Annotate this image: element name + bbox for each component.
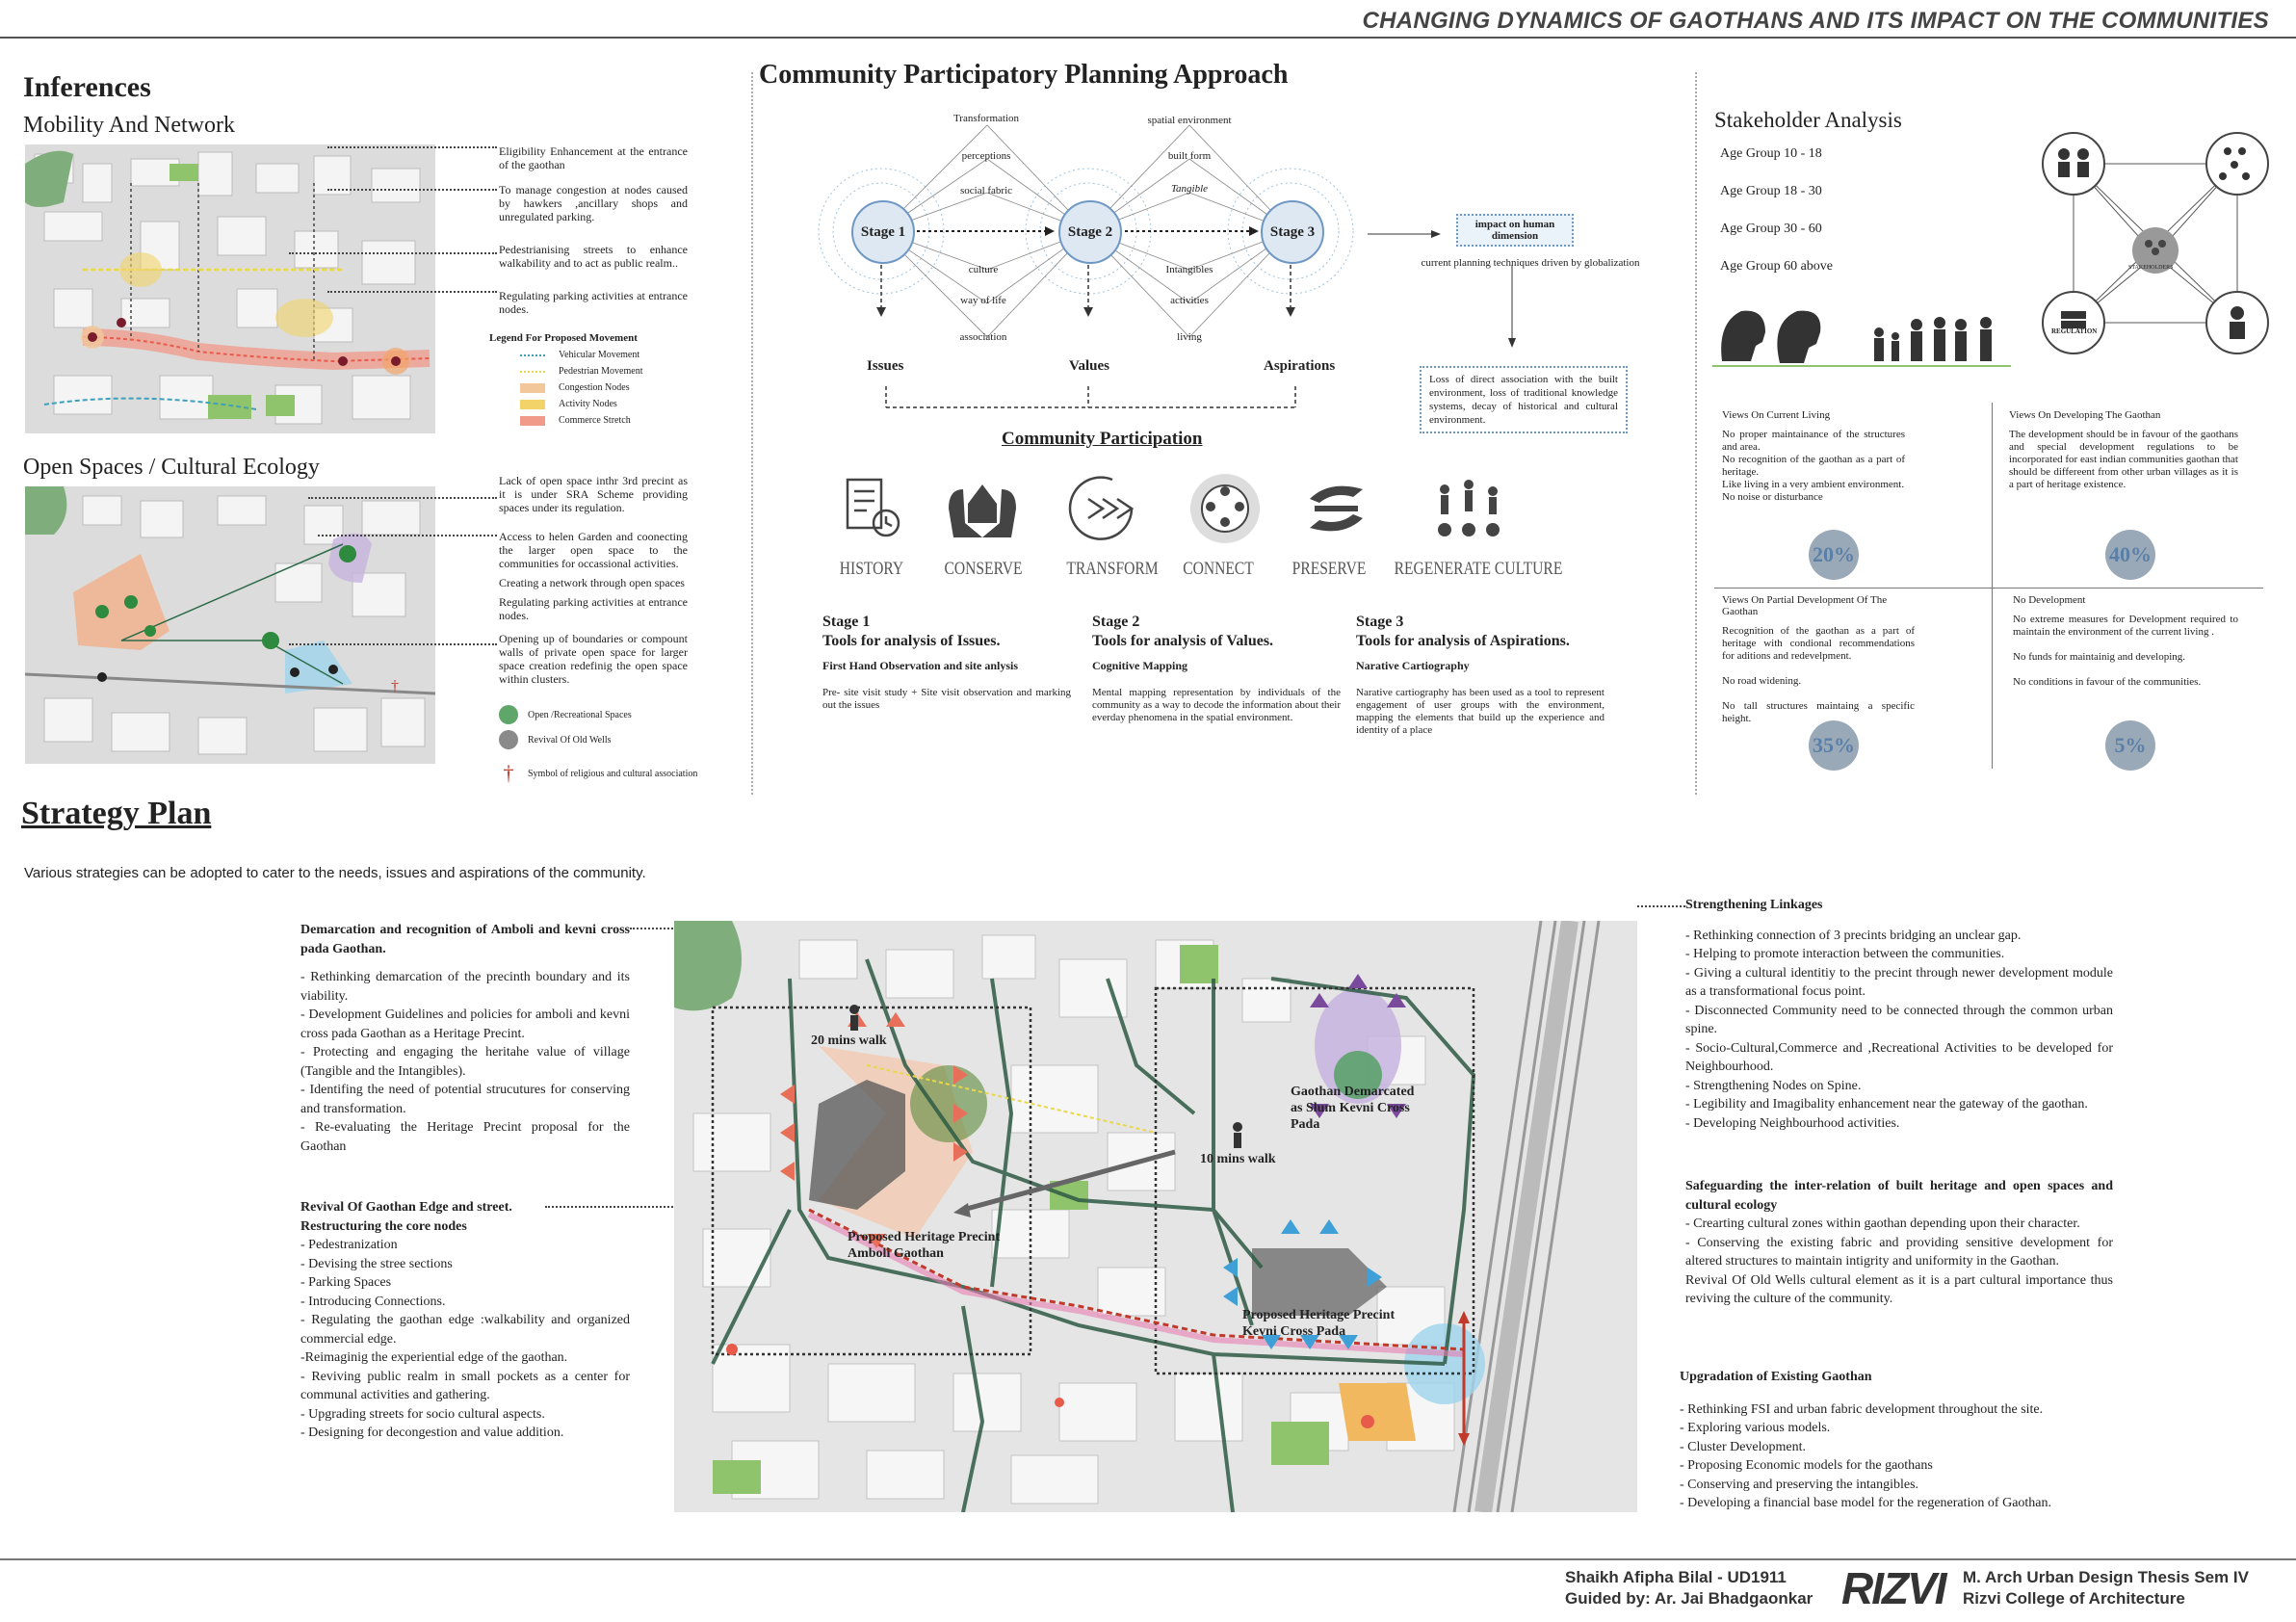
view-developing-title: Views On Developing The Gaothan <box>2009 409 2161 421</box>
strategy-upgradation <box>1680 1368 2113 1513</box>
outcome-aspirations: Aspirations <box>1264 358 1336 374</box>
view-no-development-percent: 5% <box>2105 720 2155 771</box>
strategy-map-graphic <box>674 921 1637 1512</box>
regulation-label: REGULATION <box>2051 327 2098 335</box>
strategy-upgradation-text: - Rethinking FSI and urban fabric development throughout the site. - Exploring various models. - Cluster Development. - Proposing Economic models for the gaothans - Conserving and preserving the intangibles. - Developing a financial base model for the regeneration of Gaothan. <box>1680 1401 2052 1510</box>
strategy-upgradation-heading: Upgradation of Existing Gaothan <box>1680 1370 1872 1384</box>
strategy-safeguarding-heading: Safeguarding the inter-relation of built heritage and open spaces and cultural ecology <box>1685 1179 2113 1213</box>
footer-course: M. Arch Urban Design Thesis Sem IV <box>1963 1568 2249 1586</box>
cpp-icons-graphic <box>828 470 1599 547</box>
strategy-linkages <box>1685 896 2113 1133</box>
os-note-4: Regulating parking activities at entrance nodes. <box>499 595 688 622</box>
tools-stage-3 <box>1356 613 1605 737</box>
poster-title: CHANGING DYNAMICS OF GAOTHANS AND ITS IMPACT ON THE COMMUNITIES <box>1362 8 2269 34</box>
tools-stage-2-title: Stage 2 <box>1092 614 1140 630</box>
mobility-title: Mobility And Network <box>23 113 235 138</box>
legend-congestion: Congestion Nodes <box>489 382 691 393</box>
tools-stage-1-method: First Hand Observation and site anlysis <box>822 659 1019 672</box>
stakeholder-title: Stakeholder Analysis <box>1714 108 1902 132</box>
age-group-4: Age Group 60 above <box>1720 259 1834 274</box>
view-partial-title: Views On Partial Development Of The Gaothan <box>1722 594 1888 617</box>
tools-stage-3-title: Stage 3 <box>1356 614 1404 630</box>
icon-label-transform: TRANSFORM <box>1066 559 1159 579</box>
map-label-10min: 10 mins walk <box>1200 1152 1276 1166</box>
cpp-label-intangibles: Intangibles <box>1165 264 1213 275</box>
stakeholders-center-label: STAKEHOLDERS <box>2128 265 2174 271</box>
mobility-note-4: Regulating parking activities at entrance nodes. <box>499 289 688 316</box>
mobility-note-1: Eligibility Enhancement at the entrance of the gaothan <box>499 144 688 171</box>
tools-stage-2-text: Mental mapping representation by individuals of the community as a way to decode the information about their everday phenomena in the spatial environment. <box>1092 687 1341 723</box>
os-legend <box>499 705 697 792</box>
view-developing-text: The development should be in favour of the gaothans and special development regulations to be incorporated for east indian communities gaothan that should be differeent from other urban villages as it is a part of heritage existence. <box>2009 429 2238 490</box>
mobility-leader-1 <box>327 146 497 148</box>
connect-icon <box>1190 474 1260 543</box>
strategy-safeguarding-text: - Crearting cultural zones within gaothan depending upon their character. - Conserving the existing fabric and providing sensitive development for altered structures to maintain intigrity and uniformity in the Gaothan. Revival Of Old Wells cultural element as it is a part cultural importance thus reviving the culture of the community. <box>1685 1216 2113 1306</box>
stakeholder-network-graphic <box>2040 130 2271 361</box>
divider-right <box>1695 72 1697 795</box>
footer-rule <box>0 1558 2296 1560</box>
tools-stage-1-text: Pre- site visit study + Site visit observation and marking out the issues <box>822 687 1071 711</box>
tools-stage-2-heading: Tools for analysis of Values. <box>1092 633 1274 649</box>
legend-religious: † Symbol of religious and cultural association <box>499 761 697 786</box>
legend-old-wells: Revival Of Old Wells <box>499 730 697 749</box>
os-note-5: Opening up of boundaries or compount walls of private open space for larger space creation redefinig the open space within clusters. <box>499 632 688 686</box>
cpp-label-tangible: Tangible <box>1170 183 1209 195</box>
age-group-1: Age Group 10 - 18 <box>1720 146 1822 161</box>
inferences-title: Inferences <box>23 71 151 103</box>
legend-open-space: Open /Recreational Spaces <box>499 705 697 724</box>
strategy-revival-heading: Revival Of Gaothan Edge and street. Restructuring the core nodes <box>300 1200 512 1234</box>
view-developing-percent: 40% <box>2105 530 2155 580</box>
mobility-leader-4 <box>327 291 497 293</box>
map-label-kevni: Proposed Heritage Precint Kevni Cross Pada <box>1242 1308 1396 1339</box>
strategy-revival <box>300 1198 630 1443</box>
cpp-label-perceptions: perceptions <box>961 150 1011 162</box>
cpp-label-association: association <box>959 331 1007 343</box>
tools-stage-2 <box>1092 613 1341 724</box>
strategy-intro: Various strategies can be adopted to cater to the needs, issues and aspirations of the community. <box>24 865 646 881</box>
cpp-stage-1: Stage 1 <box>851 200 915 264</box>
legend-vehicular: Vehicular Movement <box>489 350 691 360</box>
strategy-demarcation-text: - Rethinking demarcation of the precinth boundary and its viability. - Development Guidelines and policies for amboli and kevni cross pada Gaothan as a Heritage Precint. - Protecting and engaging the heritahe value of village (Tangible and the Intangibles). - Identifing the need of potential strucutures for conserving and transformation. - Re-evaluating the Heritage Precint proposal for the Gaothan <box>300 970 630 1154</box>
strategy-demarcation-heading: Demarcation and recognition of Amboli and kevni cross pada Gaothan. <box>300 923 630 956</box>
os-leader-2 <box>318 535 497 536</box>
footer-author: Shaikh Afipha Bilal - UD1911 <box>1565 1568 1787 1586</box>
mobility-leader-3 <box>289 252 497 254</box>
view-no-development-text: No extreme measures for Development required to maintain the environment of the current living . No funds for maintainig and developing. No conditions in favour of the communities. <box>2013 614 2238 688</box>
icon-label-connect: CONNECT <box>1183 559 1254 579</box>
view-developing <box>2009 409 2238 491</box>
footer-guide: Guided by: Ar. Jai Bhadgaonkar <box>1565 1589 1813 1608</box>
divider-left <box>751 72 753 795</box>
map-label-slum: Gaothan Demarcated as Slum Kevni Cross Pada <box>1291 1085 1415 1132</box>
view-current-living-text: No proper maintainance of the structures and area. No recognition of the gaothan as a part of heritage. Like living in a very ambient environment. No noise or disturbance <box>1722 429 1905 503</box>
cpp-label-social-fabric: social fabric <box>959 185 1013 196</box>
view-current-living <box>1722 409 1972 504</box>
os-note-1: Lack of open space inthr 3rd precint as it is under SRA Scheme providing spaces under its regulation. <box>499 474 688 514</box>
cpp-label-transformation: Transformation <box>952 113 1020 124</box>
tools-stage-3-method: Narative Cartiography <box>1356 659 1470 672</box>
legend-activity: Activity Nodes <box>489 399 691 409</box>
conserve-icon <box>949 484 1016 537</box>
history-icon <box>848 480 899 536</box>
tools-stage-1-title: Stage 1 <box>822 614 871 630</box>
cpp-stage-2: Stage 2 <box>1058 200 1122 264</box>
legend-pedestrian: Pedestrian Movement <box>489 366 691 377</box>
tools-stage-3-text: Narative cartiography has been used as a tool to represent engagement of user groups with the environment, mapping the elements that build up the experience and identity of a place <box>1356 687 1605 736</box>
strategy-linkages-text: - Rethinking connection of 3 precints bridging an unclear gap. - Helping to promote interaction between the communities. - Giving a cultural identitiy to the precint through newer development module as a transformational focus point. - Disconnected Community need to be connected through the common urban spine. - Socio-Cultural,Commerce and ,Recreational Activities to be developed for Neighbourhood. - Strengthening Nodes on Spine. - Legibility and Imagibality enhancement near the gateway of the gaothan. - Developing Neighbourhood activities. <box>1685 928 2113 1131</box>
mobility-leader-2 <box>327 189 497 191</box>
view-partial-text: Recognition of the gaothan as a part of heritage with condional recommendations for aditions and redevelpment. No road widening. No tall structures maintaing a specific height. <box>1722 625 1915 724</box>
views-divider-v <box>1992 403 1993 769</box>
icon-label-preserve: PRESERVE <box>1292 559 1367 579</box>
view-partial-percent: 35% <box>1809 720 1859 771</box>
open-spaces-title: Open Spaces / Cultural Ecology <box>23 455 320 480</box>
strategy-demarcation <box>300 921 630 1156</box>
legend-commerce: Commerce Stretch <box>489 415 691 426</box>
age-silhouettes-graphic <box>1712 303 2011 371</box>
icon-label-conserve: CONSERVE <box>944 559 1023 579</box>
mobility-note-2: To manage congestion at nodes caused by hawkers ,ancillary shops and unregulated parking. <box>499 183 688 223</box>
outcome-issues: Issues <box>867 358 904 374</box>
map-label-amboli: Proposed Heritage Precint Amboli Gaothan <box>848 1230 1001 1261</box>
cpp-label-living: living <box>1177 331 1202 343</box>
age-group-3: Age Group 30 - 60 <box>1720 222 1822 236</box>
mobility-legend-title: Legend For Proposed Movement <box>489 332 638 344</box>
cpp-label-built-form: built form <box>1167 150 1212 162</box>
os-note-3: Creating a network through open spaces <box>499 576 685 589</box>
walking-person-icon-2 <box>1233 1122 1242 1148</box>
views-divider-h <box>1714 588 2263 589</box>
os-note-2: Access to helen Garden and coonecting the larger open space to the communities for occassional activities. <box>499 530 688 570</box>
cpp-stage-3: Stage 3 <box>1261 200 1324 264</box>
tools-stage-1 <box>822 613 1071 712</box>
tools-stage-3-heading: Tools for analysis of Aspirations. <box>1356 633 1570 649</box>
age-group-2: Age Group 18 - 30 <box>1720 184 1822 198</box>
strategy-title: Strategy Plan <box>21 796 212 831</box>
strategy-revival-text: - Pedestranization - Devising the stree sections - Parking Spaces - Introducing Connections. - Regulating the gaothan edge :walkability and organized commercial edge. -Reimaginig the experiential edge of the gaothan. - Reviving public realm in small pockets as a center for communal activities and gathering. - Upgrading streets for socio cultural aspects. - Designing for decongestion and value addition. <box>300 1238 630 1440</box>
strategy-safeguarding <box>1685 1177 2113 1309</box>
transform-icon <box>1070 478 1132 539</box>
loss-box: Loss of direct association with the built environment, loss of traditional knowledge systems, decay of historical and cultural environment. <box>1420 366 1628 433</box>
icon-label-regenerate: REGENERATE CULTURE <box>1394 559 1563 579</box>
open-space-map <box>25 486 435 764</box>
regenerate-culture-icon <box>1438 480 1500 536</box>
outcome-values: Values <box>1069 358 1109 374</box>
view-no-development <box>2013 594 2238 689</box>
mobility-note-3: Pedestrianising streets to enhance walkability and to act as public realm.. <box>499 243 688 270</box>
rizvi-logo: RIZVI <box>1841 1563 1945 1613</box>
cpp-title: Community Participatory Planning Approach <box>759 60 1289 90</box>
cpp-label-spatial: spatial environment <box>1147 115 1232 126</box>
mobility-map-graphic <box>25 144 435 433</box>
os-leader-3 <box>289 643 497 645</box>
preserve-icon <box>1310 486 1363 532</box>
view-no-development-title: No Development <box>2013 594 2086 606</box>
tools-stage-1-heading: Tools for analysis of Issues. <box>822 633 1001 649</box>
mobility-map <box>25 144 435 433</box>
view-partial <box>1722 594 1915 725</box>
mobility-legend <box>489 332 691 432</box>
svg-text:†: † <box>391 678 399 694</box>
open-space-map-graphic <box>25 486 435 764</box>
footer-college: Rizvi College of Architecture <box>1963 1589 2185 1608</box>
strategy-map <box>674 921 1637 1512</box>
cpp-label-culture: culture <box>968 264 999 275</box>
walking-person-icon <box>849 1005 859 1031</box>
cpp-label-activities: activities <box>1170 295 1209 306</box>
community-participation-label: Community Participation <box>1002 429 1203 449</box>
tools-stage-2-method: Cognitive Mapping <box>1092 659 1188 672</box>
impact-box: impact on human dimension <box>1456 214 1574 247</box>
globalization-note: current planning techniques driven by globalization <box>1421 257 1640 269</box>
cpp-label-way-of-life: way of life <box>960 295 1006 306</box>
strategy-linkages-heading: Strengthening Linkages <box>1685 898 1823 912</box>
map-label-20min: 20 mins walk <box>811 1033 887 1048</box>
view-current-living-title: Views On Current Living <box>1722 409 1831 421</box>
cross-icon: † <box>503 761 514 785</box>
strategy-leader-3 <box>1637 905 1685 907</box>
icon-label-history: HISTORY <box>839 559 904 579</box>
header-rule <box>0 37 2296 39</box>
os-leader-1 <box>308 497 497 499</box>
view-current-living-percent: 20% <box>1809 530 1859 580</box>
